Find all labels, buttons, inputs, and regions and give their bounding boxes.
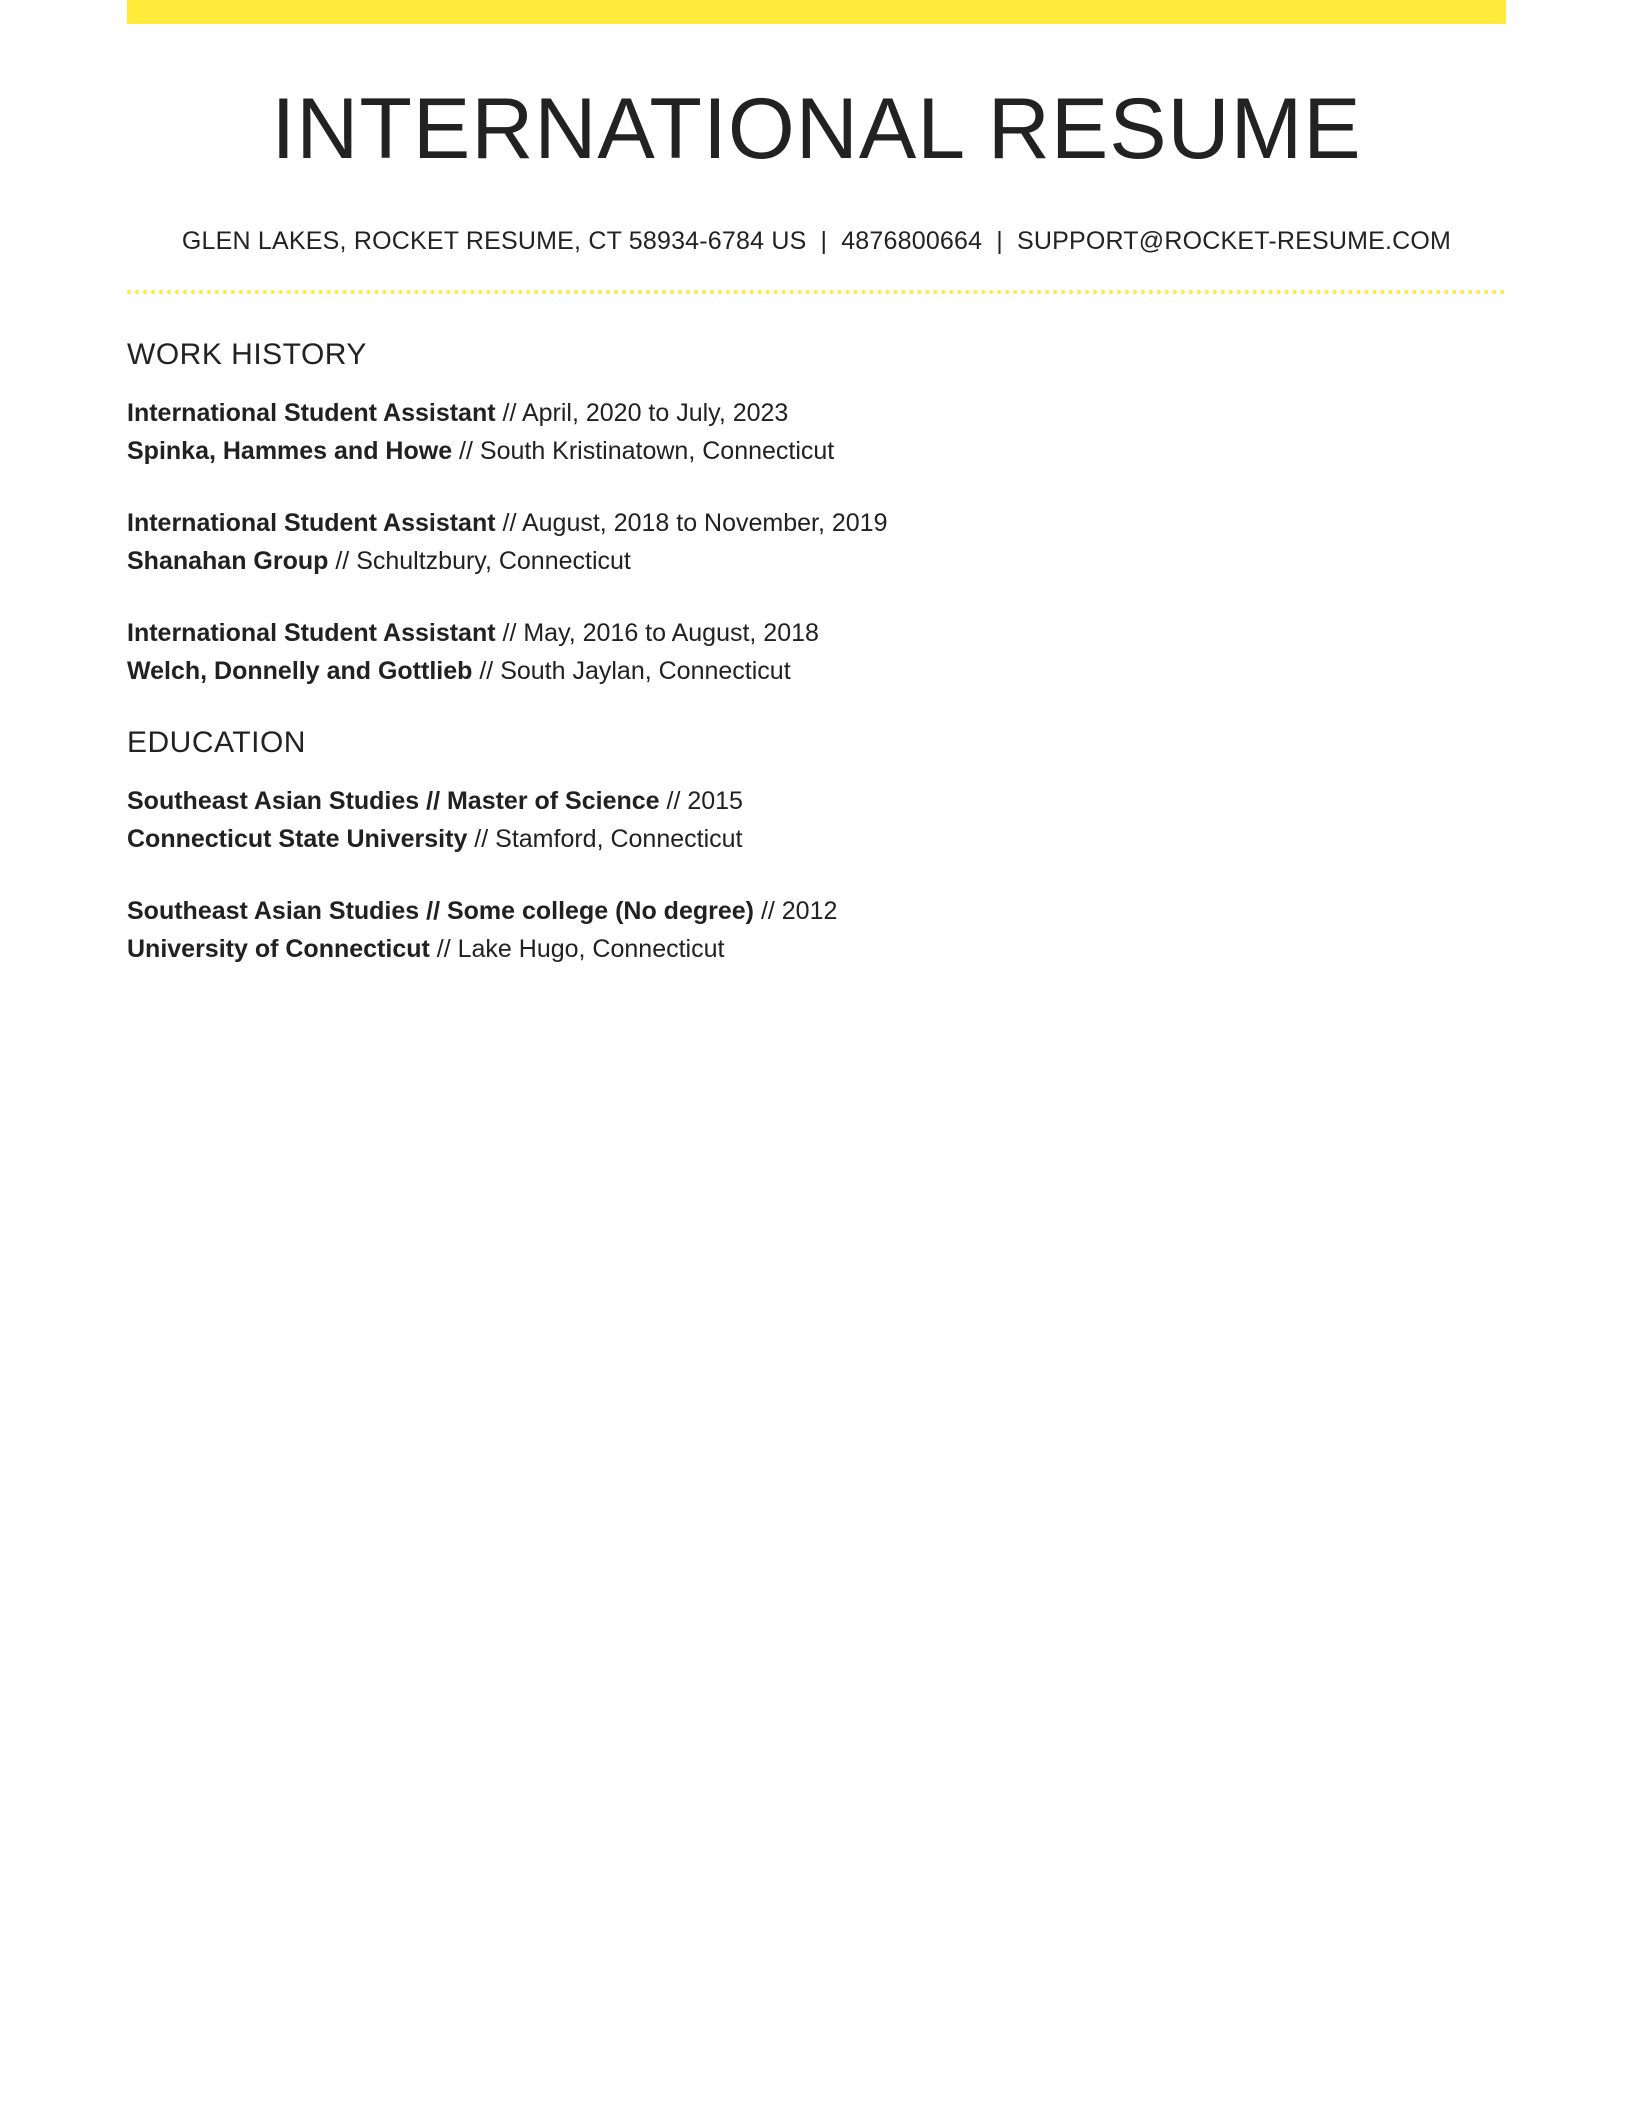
contact-line	[127, 227, 1506, 256]
job-position: International Student Assistant	[127, 509, 496, 538]
education-entry-degree-line	[127, 782, 1506, 820]
work-entry-company-line	[127, 542, 1506, 580]
work-entry	[127, 504, 1506, 580]
contact-email: SUPPORT@ROCKET-RESUME.COM	[1016, 227, 1452, 256]
education-location: // Stamford, Connecticut	[467, 825, 743, 854]
work-entry-title-line	[127, 614, 1506, 652]
work-entry	[127, 614, 1506, 690]
education-location: // Lake Hugo, Connecticut	[429, 935, 725, 964]
work-history-section	[127, 338, 1506, 690]
top-accent-bar	[127, 0, 1506, 24]
education-degree: Southeast Asian Studies // Master of Science	[127, 787, 660, 816]
education-entry	[127, 892, 1506, 968]
job-location: // South Jaylan, Connecticut	[472, 657, 791, 686]
education-entry-school-line	[127, 820, 1506, 858]
education-entry	[127, 782, 1506, 858]
education-year: // 2012	[754, 897, 838, 926]
job-dates: // August, 2018 to November, 2019	[495, 509, 888, 538]
education-section	[127, 726, 1506, 968]
contact-separator: |	[820, 227, 828, 256]
section-heading-work-history: WORK HISTORY	[127, 338, 367, 372]
job-dates: // May, 2016 to August, 2018	[495, 619, 819, 648]
education-degree: Southeast Asian Studies // Some college (No degree)	[127, 897, 754, 926]
work-entry-company-line	[127, 652, 1506, 690]
resume-title: INTERNATIONAL RESUME	[271, 81, 1362, 177]
work-entry	[127, 394, 1506, 470]
job-dates: // April, 2020 to July, 2023	[495, 399, 789, 428]
education-entry-school-line	[127, 930, 1506, 968]
section-heading-education: EDUCATION	[127, 726, 306, 760]
job-location: // Schultzbury, Connecticut	[328, 547, 631, 576]
job-position: International Student Assistant	[127, 619, 496, 648]
education-school: Connecticut State University	[127, 825, 468, 854]
work-entry-company-line	[127, 432, 1506, 470]
job-position: International Student Assistant	[127, 399, 496, 428]
work-entry-title-line	[127, 394, 1506, 432]
contact-separator: |	[996, 227, 1003, 256]
education-school: University of Connecticut	[127, 935, 430, 964]
resume-page	[127, 0, 1506, 968]
contact-phone: 4876800664	[841, 227, 983, 256]
education-entry-degree-line	[127, 892, 1506, 930]
job-location: // South Kristinatown, Connecticut	[452, 437, 835, 466]
contact-address: GLEN LAKES, ROCKET RESUME, CT 58934-6784 US	[181, 227, 807, 256]
work-entry-title-line	[127, 504, 1506, 542]
job-company: Spinka, Hammes and Howe	[127, 437, 453, 466]
job-company: Welch, Donnelly and Gottlieb	[127, 657, 473, 686]
dotted-divider	[127, 290, 1506, 294]
job-company: Shanahan Group	[127, 547, 329, 576]
education-year: // 2015	[659, 787, 743, 816]
